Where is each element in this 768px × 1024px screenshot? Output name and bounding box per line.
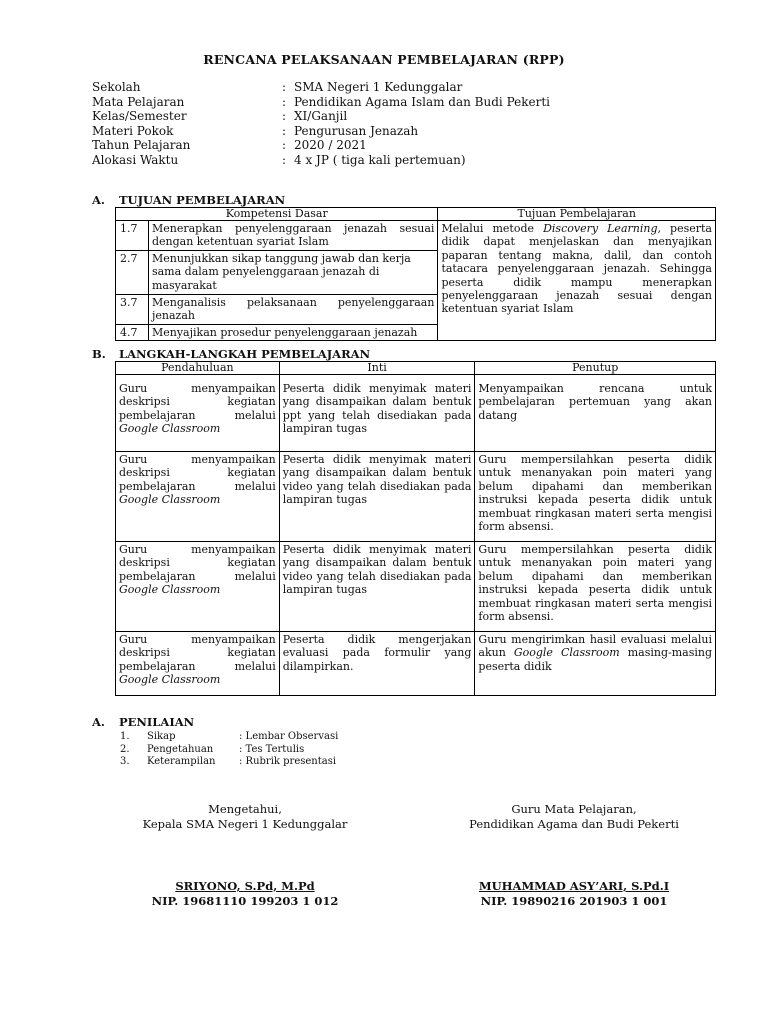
kd-text: Menerapkan penyelenggaraan jenazah sesuai dengan ketentuan syariat Islam: [148, 221, 437, 251]
table-row: [116, 221, 716, 251]
kd-text: Menyajikan prosedur penyelenggaraan jenazah: [148, 324, 437, 340]
info-value: SMA Negeri 1 Kedunggalar: [294, 80, 463, 94]
section-title: PENILAIAN: [119, 715, 195, 729]
section-title: TUJUAN PEMBELAJARAN: [119, 193, 286, 207]
kd-number: 3.7: [116, 294, 149, 324]
kd-text: Menganalisis pelaksanaan penyelenggaraan jenazah: [148, 294, 437, 324]
table-row: [116, 632, 716, 696]
kd-table: [115, 207, 716, 341]
signature-right: [444, 802, 704, 909]
item-label: Sikap: [147, 731, 176, 742]
section-letter: A.: [92, 715, 105, 729]
penutup-cell: [475, 632, 716, 696]
kd-table-header: [116, 208, 716, 221]
pendahuluan-text: Guru menyampaikan deskripsi kegiatan pembelajaran melalui: [119, 382, 276, 422]
signature-name: SRIYONO, S.Pd, M.Pd: [175, 879, 315, 893]
tp-text-after: , peserta didik dapat menjelaskan dan menyajikan paparan tentang makna, dalil, dan contoh tatacara penyelenggaraan jenazah. Sehingga peserta didik mampu menerapkan penyelenggaraan jenazah sesuai dengan ketentuan syariat Islam: [441, 222, 712, 316]
tp-method: Discovery Learning: [543, 222, 658, 235]
list-item: [120, 731, 338, 744]
item-label: Keterampilan: [147, 756, 216, 768]
item-value: : Lembar Observasi: [239, 731, 339, 742]
pendahuluan-platform: Google Classroom: [119, 673, 221, 687]
penutup-text: Guru mempersilahkan peserta didik untuk menanyakan poin materi yang belum dipahami dan memberikan instruksi kepada peserta didik untuk membuat ringkasan materi serta mengisi form absensi.: [478, 543, 712, 624]
table-row: [116, 542, 716, 632]
inti-cell: Peserta didik menyimak materi yang disampaikan dalam bentuk ppt yang telah disediakan pada lampiran tugas: [279, 375, 475, 452]
info-value: Pengurusan Jenazah: [294, 123, 419, 138]
info-value: 4 x JP ( tiga kali pertemuan): [294, 152, 466, 167]
signature-caption: Guru Mata Pelajaran,: [511, 802, 637, 816]
section-penilaian-heading: [92, 715, 194, 729]
penutup-text: Guru mempersilahkan peserta didik untuk menanyakan poin materi yang belum dipahami dan memberikan instruksi kepada peserta didik untuk membuat ringkasan materi serta mengisi form absensi.: [478, 453, 712, 534]
inti-cell: Peserta didik mengerjakan evaluasi pada formulir yang dilampirkan.: [279, 632, 475, 696]
kd-number: 2.7: [116, 250, 149, 294]
item-value: : Rubrik presentasi: [239, 756, 337, 768]
info-label: Alokasi Waktu: [92, 152, 179, 167]
signature-role: Pendidikan Agama dan Budi Pekerti: [469, 817, 679, 831]
pendahuluan-text: Guru menyampaikan deskripsi kegiatan pembelajaran melalui: [119, 543, 276, 583]
tp-text-before: Melalui metode: [441, 222, 544, 235]
signature-nip: NIP. 19681110 199203 1 012: [151, 894, 339, 908]
item-number: 3.: [120, 756, 130, 768]
penutup-text-after: masing-masing peserta didik: [478, 646, 712, 673]
penutup-platform: Google Classroom: [513, 646, 620, 660]
pendahuluan-cell: [116, 452, 280, 542]
info-row-materi: [92, 124, 550, 139]
penutup-text: Menyampaikan rencana untuk pembelajaran pertemuan yang akan datang: [478, 382, 712, 422]
info-value: Pendidikan Agama Islam dan Budi Pekerti: [294, 94, 550, 109]
tp-header: Tujuan Pembelajaran: [438, 208, 716, 221]
kd-number: 1.7: [116, 221, 149, 251]
info-row-mapel: [92, 95, 550, 110]
penutup-cell: [475, 542, 716, 632]
pendahuluan-platform: Google Classroom: [119, 422, 221, 436]
info-separator: :: [282, 80, 287, 94]
pendahuluan-text: Guru menyampaikan deskripsi kegiatan pembelajaran melalui: [119, 453, 276, 493]
kd-text: Menunjukkan sikap tanggung jawab dan kerja sama dalam penyelenggaraan jenazah di masyarakat: [148, 250, 437, 294]
info-label: Sekolah: [92, 80, 141, 94]
pendahuluan-cell: [116, 375, 280, 452]
signature-caption: Mengetahui,: [208, 802, 282, 816]
section-b-heading: [92, 347, 370, 361]
info-separator: :: [282, 109, 287, 124]
section-a-heading: [92, 193, 285, 207]
item-number: 2.: [120, 743, 130, 755]
inti-cell: Peserta didik menyimak materi yang disampaikan dalam bentuk video yang telah disediakan pada lampiran tugas: [279, 452, 475, 542]
pendahuluan-platform: Google Classroom: [119, 583, 221, 597]
signature-name: MUHAMMAD ASY’ARI, S.Pd.I: [478, 879, 670, 893]
info-separator: :: [282, 138, 287, 153]
penutup-header: Penutup: [475, 362, 716, 375]
info-label: Tahun Pelajaran: [92, 138, 191, 153]
document-title: RENCANA PELAKSANAAN PEMBELAJARAN (RPP): [203, 52, 565, 67]
info-row-sekolah: [92, 80, 550, 95]
steps-table: [115, 361, 716, 696]
info-separator: :: [282, 123, 287, 138]
section-letter: A.: [92, 193, 105, 207]
penutup-text: Guru mengirimkan hasil evaluasi melalui akun: [478, 633, 712, 660]
pendahuluan-header: Pendahuluan: [116, 362, 280, 375]
pendahuluan-cell: [116, 542, 280, 632]
penutup-cell: [475, 452, 716, 542]
info-row-tahun: [92, 138, 550, 153]
info-label: Mata Pelajaran: [92, 94, 185, 109]
info-row-kelas: [92, 109, 550, 124]
section-title: LANGKAH-LANGKAH PEMBELAJARAN: [119, 347, 371, 361]
identity-block: [92, 80, 550, 168]
signature-nip: NIP. 19890216 201903 1 001: [480, 894, 668, 908]
signature-left: [115, 802, 375, 909]
signature-role: Kepala SMA Negeri 1 Kedunggalar: [142, 817, 348, 831]
info-separator: :: [282, 94, 287, 109]
info-label: Kelas/Semester: [92, 109, 187, 124]
kd-header: Kompetensi Dasar: [116, 208, 438, 221]
info-value: XI/Ganjil: [294, 109, 348, 124]
pendahuluan-platform: Google Classroom: [119, 493, 221, 507]
item-label: Pengetahuan: [147, 743, 214, 755]
info-label: Materi Pokok: [92, 123, 174, 138]
inti-header: Inti: [279, 362, 475, 375]
table-row: [116, 375, 716, 452]
list-item: [120, 756, 338, 769]
info-row-alokasi: [92, 153, 550, 168]
item-value: : Tes Tertulis: [239, 743, 305, 755]
pendahuluan-text: Guru menyampaikan deskripsi kegiatan pembelajaran melalui: [119, 633, 276, 673]
penilaian-list: [120, 731, 338, 769]
tp-text: [438, 221, 716, 341]
inti-cell: Peserta didik menyimak materi yang disampaikan dalam bentuk video yang telah disediakan pada lampiran tugas: [279, 542, 475, 632]
section-letter: B.: [92, 347, 106, 361]
steps-table-header: [116, 362, 716, 375]
info-value: 2020 / 2021: [294, 138, 367, 153]
list-item: [120, 744, 338, 757]
item-number: 1.: [120, 731, 130, 742]
table-row: [116, 452, 716, 542]
info-separator: :: [282, 152, 287, 167]
pendahuluan-cell: [116, 632, 280, 696]
penutup-cell: [475, 375, 716, 452]
kd-number: 4.7: [116, 324, 149, 340]
